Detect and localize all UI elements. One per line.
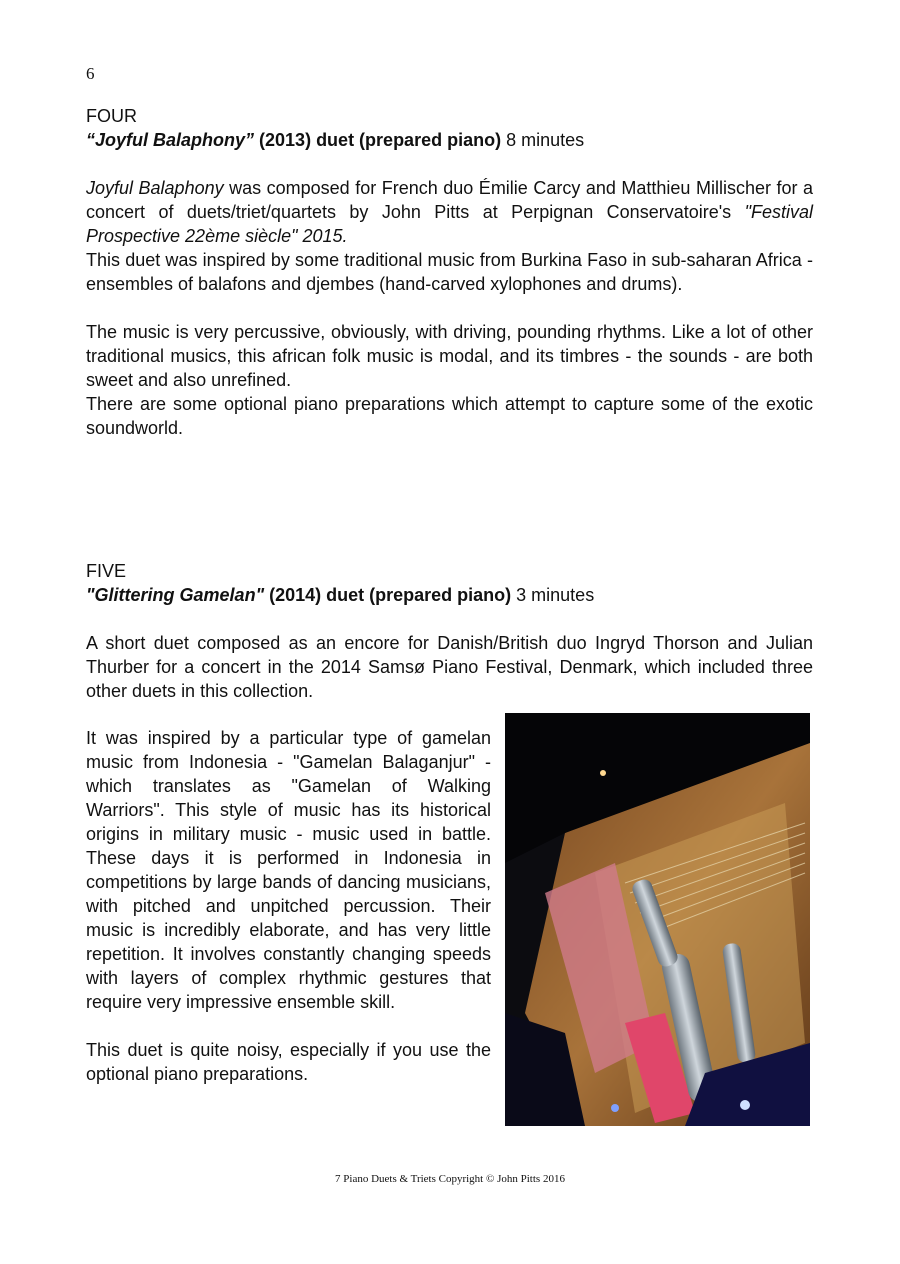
paragraph-text: was composed for French duo Émilie Carcy and Matthieu Millischer for a concert of duets/triet/quartets by John Pitts at Perpignan Conservatoire's <box>86 178 814 222</box>
piano-interior-illustration <box>505 713 810 1126</box>
paragraph: A short duet composed as an encore for Danish/British duo Ingryd Thorson and Julian Thurber for a concert in the 2014 Samsø Piano Festival, Denmark, which included three other duets in this collection. <box>86 633 813 701</box>
paragraph: This duet is quite noisy, especially if you use the optional piano preparations. <box>86 1040 491 1084</box>
piece-heading <box>86 128 813 152</box>
piece-duration: 8 minutes <box>501 130 585 150</box>
piece-title: "Glittering Gamelan" <box>86 585 265 605</box>
wrapped-text-column <box>86 726 491 1086</box>
section-number: FIVE <box>86 561 127 581</box>
paragraph: This duet was inspired by some traditional music from Burkina Faso in sub-saharan Africa - ensembles of balafons and djembes (hand-carved xylophones and drums). <box>86 250 813 294</box>
piece-title: “Joyful Balaphony” <box>86 130 255 150</box>
paragraph: There are some optional piano preparations which attempt to capture some of the exotic soundworld. <box>86 394 813 438</box>
piece-meta: (2013) duet (prepared piano) <box>254 130 502 150</box>
piece-heading <box>86 583 813 607</box>
paragraph: It was inspired by a particular type of gamelan music from Indonesia - "Gamelan Balaganjur" - which translates as "Gamelan of Walking Warriors". This style of music has its historical origins in military music - music used in battle. These days it is performed in Indonesia in competitions by large bands of dancing musicians, with pitched and unpitched percussion. Their music is incredibly elaborate, and has very little repetition. It involves constantly changing speeds with layers of complex rhythmic gestures that require very impressive ensemble skill. <box>86 728 491 1012</box>
piece-duration: 3 minutes <box>511 585 595 605</box>
page-number: 6 <box>86 64 95 83</box>
copyright-footer: 7 Piano Duets & Triets Copyright © John Pitts 2016 <box>335 1173 565 1185</box>
piece-meta: (2014) duet (prepared piano) <box>264 585 512 605</box>
prepared-piano-photo <box>505 713 810 1126</box>
section-five <box>86 559 813 703</box>
paragraph <box>86 176 813 248</box>
piece-name-italic: Joyful Balaphony <box>86 178 224 198</box>
section-four <box>86 104 813 440</box>
festival-name: "Festival Prospective 22ème siècle" 2015. <box>86 202 813 246</box>
paragraph: The music is very percussive, obviously, with driving, pounding rhythms. Like a lot of other traditional musics, this african folk music is modal, and its timbres - the sounds - are both sweet and also unrefined. <box>86 322 813 390</box>
section-number: FOUR <box>86 106 137 126</box>
